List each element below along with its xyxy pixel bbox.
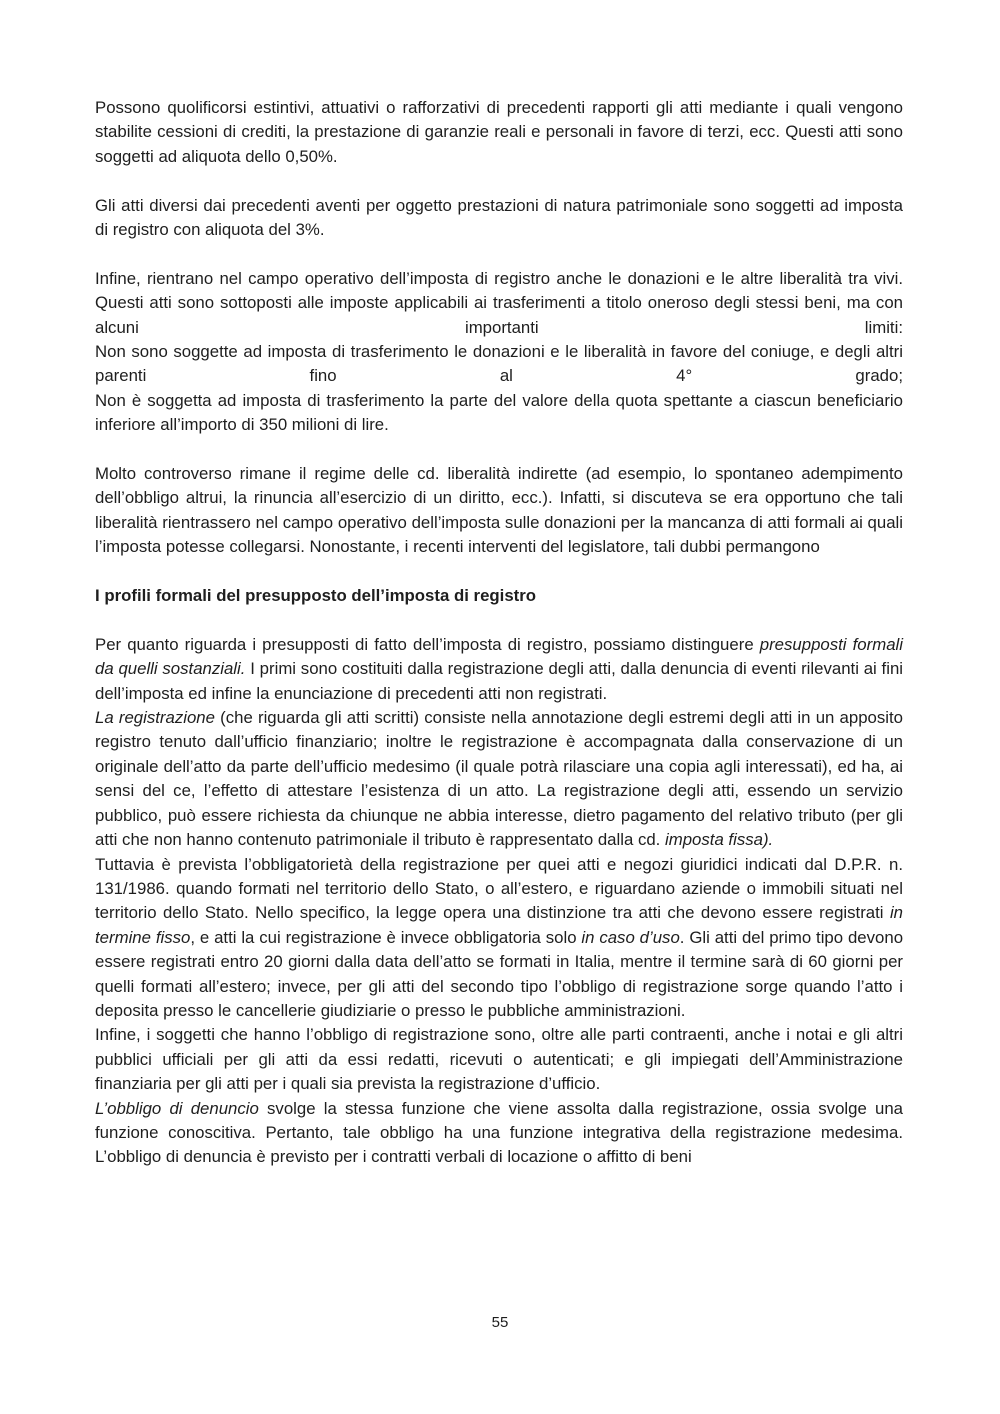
italic-run: in termine fisso bbox=[95, 903, 903, 947]
paragraph-liberalita-indirette: Molto controverso rimane il regime delle cd. liberalità indirette (ad esempio, lo spontaneo adempimento dell’obbligo altrui, la rinuncia all’esercizio di un diritto, ecc.). Infatti, si discuteva se era opportuno che tali liberalità rientrassero nel campo operativo dell’imposta sulle donazioni per la mancanza di atti formali ai quali l’imposta potesse collegarsi. Nonostante, i recenti interventi del legislatore, tali dubbi permangono bbox=[95, 464, 903, 557]
paragraph-registrazione bbox=[95, 706, 903, 852]
paragraph-presupposti bbox=[95, 633, 903, 706]
text-run: Per quanto riguarda i presupposti di fatto dell’imposta di registro, possiamo distinguere bbox=[95, 634, 760, 654]
section-heading: I profili formali del presupposto dell’imposta di registro bbox=[95, 586, 537, 606]
text-run: Tuttavia è prevista l’obbligatorietà della registrazione per quei atti e negozi giuridici indicati dal D.P.R. n. 131/1986. quando formati nel territorio dello Stato, o all’estero, e riguardano aziende o immobili situati nel territorio dello Stato. Nello specifico, la legge opera una distinzione tra atti che devono essere registrati bbox=[95, 854, 903, 923]
paragraph-atti-diversi: Gli atti diversi dai precedenti aventi per oggetto prestazioni di natura patrimoniale sono soggetti ad imposta di registro con aliquota del 3%. bbox=[95, 195, 903, 240]
text-run: (che riguarda gli atti scritti) consiste nella annotazione degli estremi degli atti in un apposito registro tenuto dall’ufficio finanziario; inoltre le registrazione è accompagnata dalla conservazione di un originale dell’atto da parte dell’ufficio medesimo (il quale potrà rilasciare una copia agli interessati), ed ha, ai sensi del ce, l’effetto di attestare l’esistenza di un atto. La registrazione degli atti, essendo un servizio pubblico, può essere richiesta da chiunque ne abbia interesse, dietro pagamento del relativo tributo (per gli atti che non hanno contenuto patrimoniale il tributo è rappresentato dalla cd. bbox=[95, 708, 904, 850]
italic-run: L’obbligo di denuncio bbox=[95, 1098, 259, 1118]
paragraph-atti-rafforzativi: Possono quolificorsi estintivi, attuativi o rafforzativi di precedenti rapporti gli atti mediante i quali vengono stabilite cessioni di crediti, la prestazione di garanzie reali e personali in favore di terzi, ecc. Questi atti sono soggetti ad aliquota dello 0,50%. bbox=[95, 98, 903, 166]
text-run: , e atti la cui registrazione è invece obbligatoria solo bbox=[190, 927, 582, 947]
paragraph-soggetti-obbligati: Infine, i soggetti che hanno l’obbligo di registrazione sono, oltre alle parti contraenti, anche i notai e gli altri pubblici ufficiali per gli atti da essi redatti, ricevuti o autenticati; e gli impiegati dell’Amministrazione finanziaria per gli atti per i quali sia prevista la registrazione d’ufficio. bbox=[95, 1025, 903, 1094]
italic-run: in caso d’uso bbox=[581, 927, 680, 947]
paragraph-donazioni bbox=[95, 267, 903, 438]
italic-run: imposta fissa). bbox=[665, 830, 774, 850]
donazioni-intro: Infine, rientrano nel campo operativo dell’imposta di registro anche le donazioni e le altre liberalità tra vivi. Questi atti sono sottoposti alle imposte applicabili ai trasferimenti a titolo oneroso degli stessi beni, ma con alcuni importanti limiti: bbox=[95, 268, 903, 337]
document-body bbox=[95, 96, 903, 1170]
paragraph-obbligatorieta bbox=[95, 853, 903, 1024]
donazioni-limit-2: Non è soggetta ad imposta di trasferimento la parte del valore della quota spettante a ciascun beneficiario inferiore all’importo di 350 milioni di lire. bbox=[95, 390, 903, 435]
paragraph-obbligo-denuncia bbox=[95, 1097, 903, 1170]
italic-run: presupposti formali da quelli sostanziali. bbox=[95, 634, 903, 679]
donazioni-limit-1: Non sono soggette ad imposta di trasferimento le donazioni e le liberalità in favore del coniuge, e degli altri parenti fino al 4° grado; bbox=[95, 342, 903, 386]
text-run: . Gli atti del primo tipo devono essere registrati entro 20 giorni dalla data dell’atto se formati in Italia, mentre il termine sarà di 60 giorni per quelli formati all’estero; invece, per gli atti del secondo tipo l’obbligo di registrazione sorge quando l’atto i deposita presso le cancellerie giudiziarie o presso le pubbliche amministrazioni. bbox=[95, 927, 904, 1020]
page-number: 55 bbox=[491, 1314, 509, 1331]
italic-run: La registrazione bbox=[95, 708, 215, 728]
text-run: I primi sono costituiti dalla registrazione degli atti, dalla denuncia di eventi rilevanti ai fini dell’imposta ed infine la enunciazione di precedenti atti non registrati. bbox=[95, 659, 904, 703]
text-run: svolge la stessa funzione che viene assolta dalla registrazione, ossia svolge una funzione conoscitiva. Pertanto, tale obbligo ha una funzione integrativa della registrazione medesima. L’obbligo di denuncia è previsto per i contratti verbali di locazione o affitto di beni bbox=[95, 1098, 903, 1167]
